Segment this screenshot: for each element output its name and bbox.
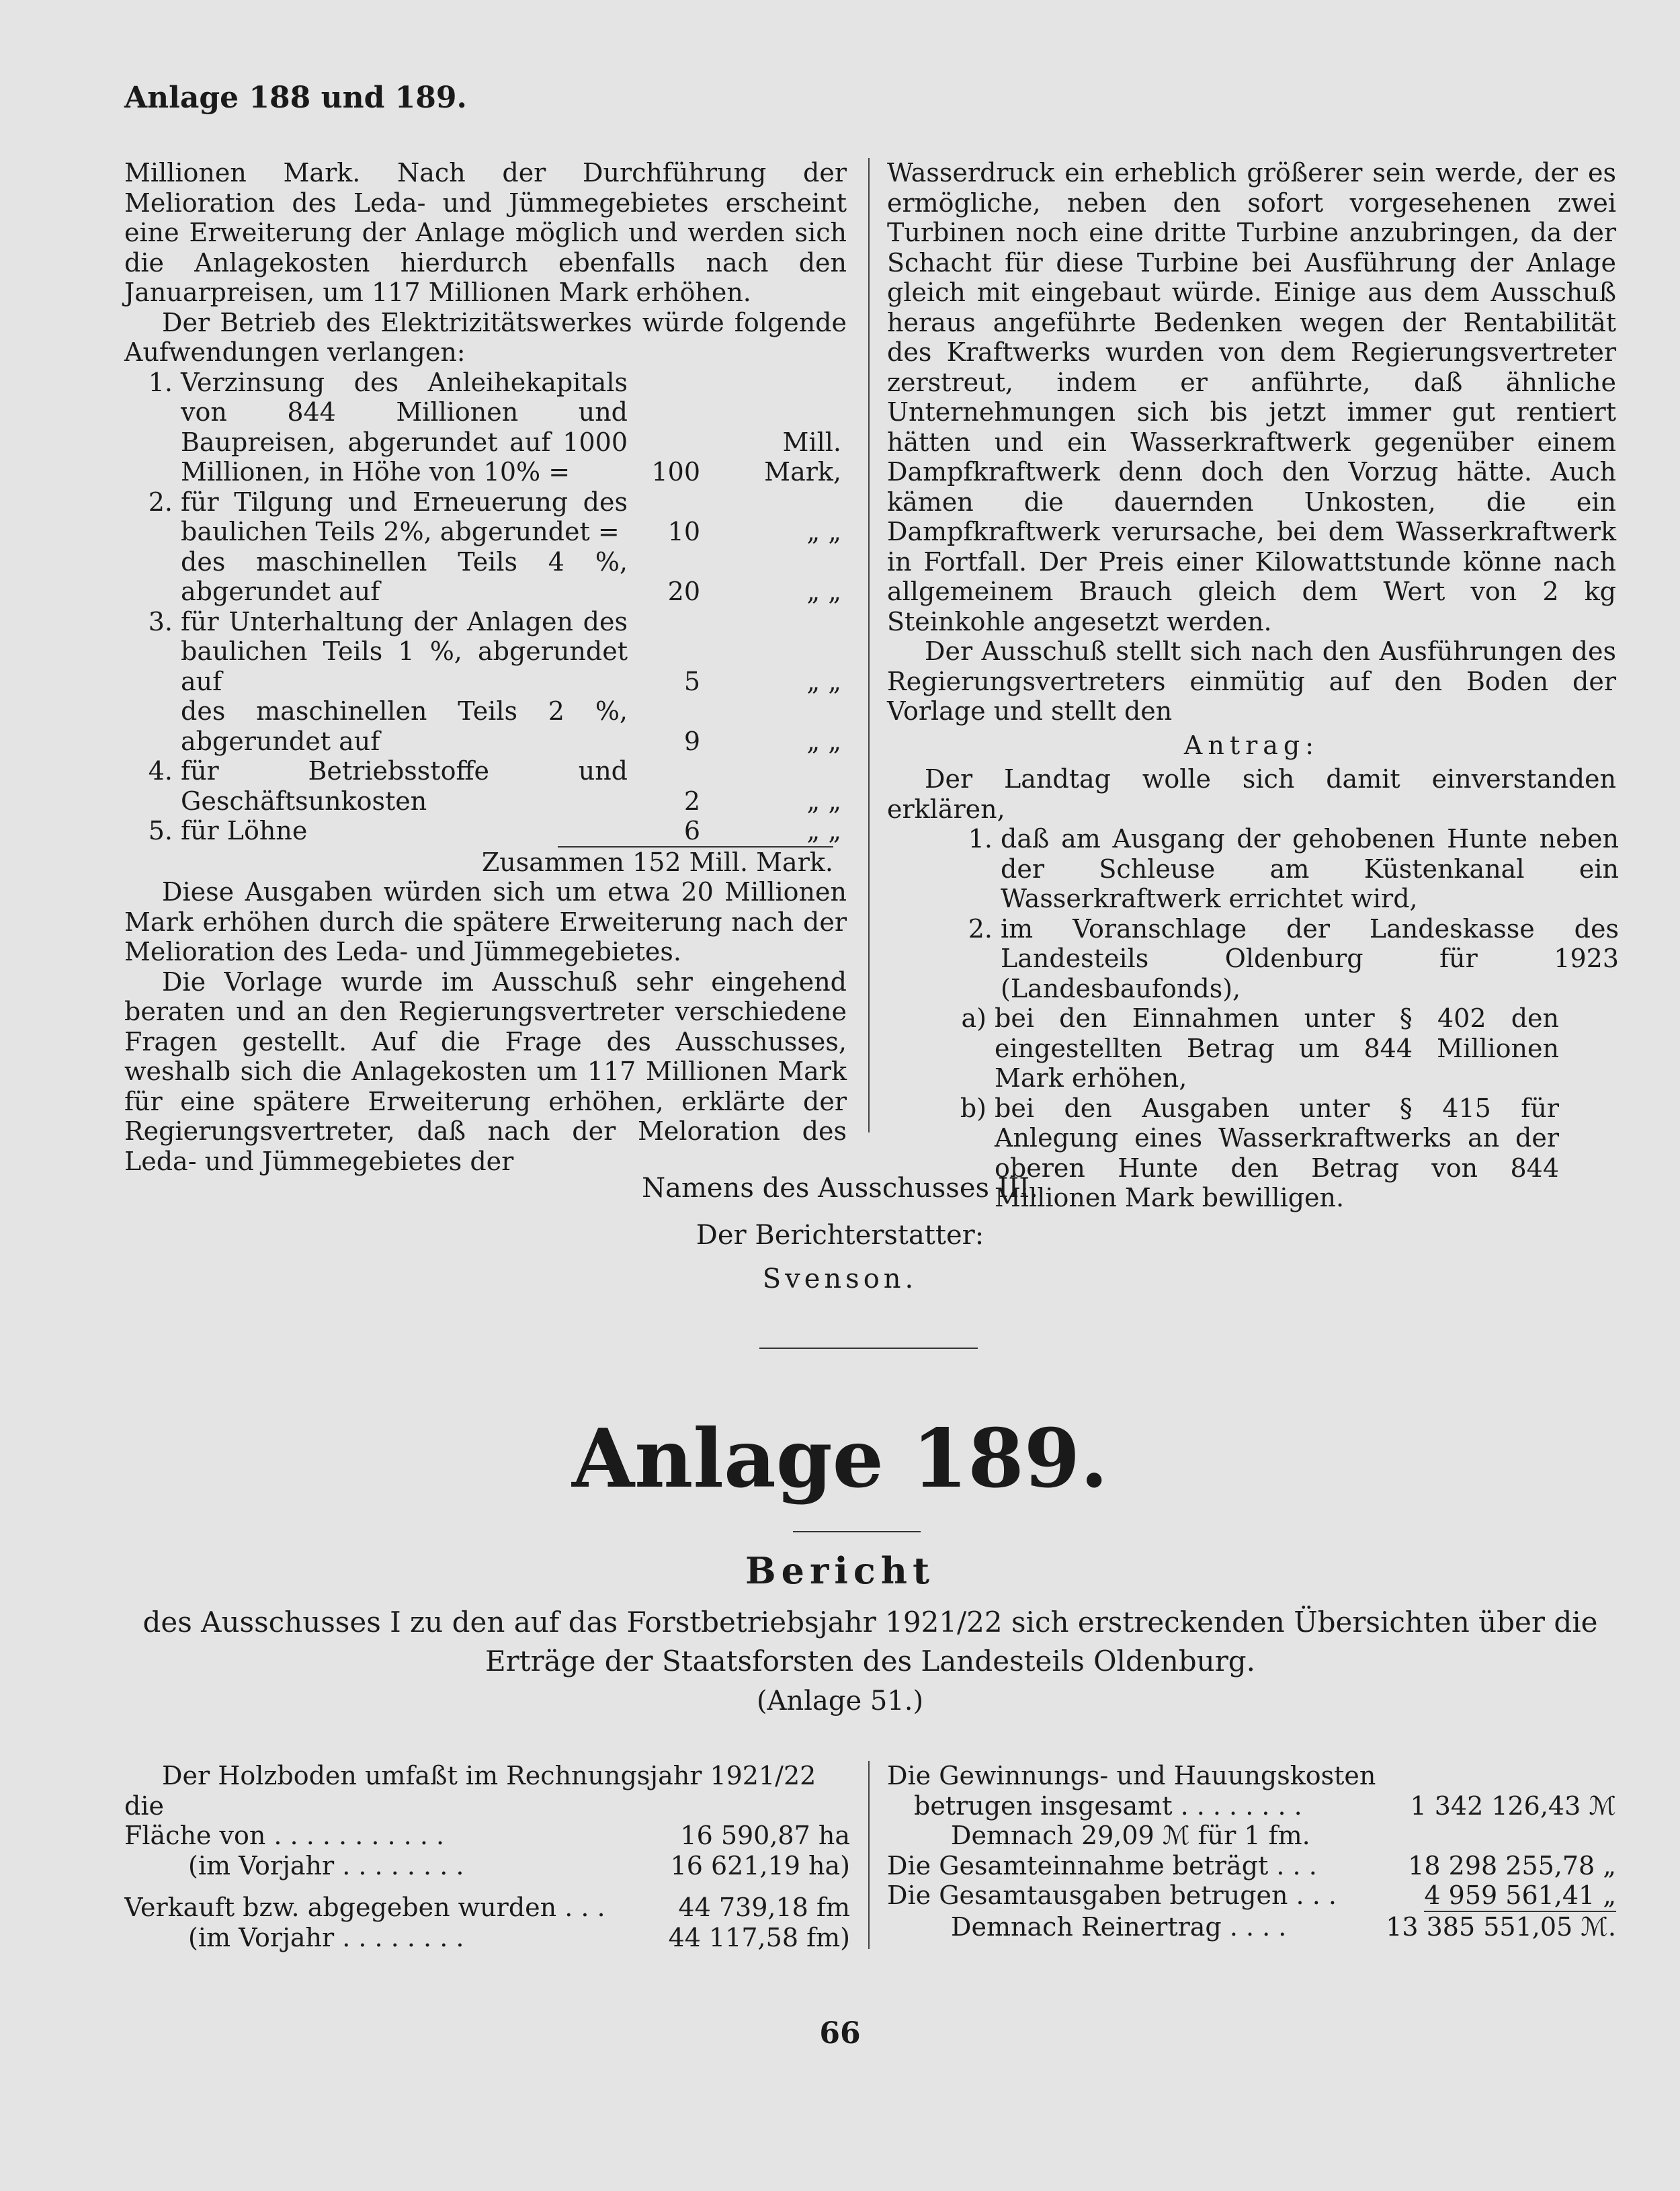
- expense-item: [124, 756, 847, 816]
- bericht-row: [887, 1851, 1616, 1881]
- row-label: Verkauft bzw. abgegeben wurden . . .: [124, 1893, 605, 1922]
- row-label: Demnach Reinertrag . . . .: [951, 1911, 1287, 1942]
- column-divider: [868, 1761, 870, 1949]
- item-number: 3.: [148, 606, 173, 636]
- bericht-title: Bericht: [745, 1549, 935, 1592]
- right-column: [887, 158, 1619, 1213]
- item-number: 5.: [148, 816, 173, 845]
- spacer: [124, 1880, 850, 1893]
- row-value: 18 298 255,78 „: [1408, 1850, 1616, 1880]
- paragraph: Der Ausschuß stellt sich nach den Ausführungen des Regierungsvertreters einmütig auf den Boden der Vorlage und stellt den: [887, 636, 1616, 726]
- item-number: 2.: [968, 913, 993, 944]
- item-text: daß am Ausgang der gehobenen Hunte neben der Schleuse am Küstenkanal ein Wasserkraftwerk errichtet wird,: [1001, 824, 1619, 913]
- bericht-row: [887, 1880, 1616, 1912]
- item-text: im Voranschlage der Landeskasse des Landesteils Oldenburg für 1923 (Landesbaufonds),: [1001, 913, 1619, 1003]
- page-header: Anlage 188 und 189.: [124, 81, 467, 115]
- row-label: (im Vorjahr . . . . . . . .: [188, 1922, 464, 1952]
- row-value: 44 739,18 fm: [678, 1893, 850, 1922]
- title-separator: [793, 1531, 921, 1532]
- left-column: [124, 158, 847, 1176]
- bericht-row: [124, 1923, 850, 1953]
- paragraph: Millionen Mark. Nach der Durchführung der Melioration des Leda- und Jümmegebietes erscheint eine Erweiterung der Anlage möglich und werden sich die Anlagekosten hierdurch ebenfalls nach den Januarpreisen, um 117 Millionen Mark erhöhen.: [124, 158, 847, 307]
- row-label: betrugen insgesamt . . . . . . . .: [914, 1790, 1302, 1821]
- antrag-subitem: [887, 1003, 1616, 1093]
- signature-committee: Namens des Ausschusses III.: [642, 1173, 1038, 1204]
- anlage-title: Anlage 189.: [572, 1411, 1108, 1506]
- costs-heading: Die Gewinnungs- und Hauungskosten: [887, 1761, 1376, 1790]
- antrag-intro: Der Landtag wolle sich damit einverstanden erklären,: [887, 764, 1616, 824]
- row-label: (im Vorjahr . . . . . . . .: [188, 1850, 464, 1880]
- item-number: b): [960, 1093, 986, 1123]
- expense-item: [124, 696, 847, 756]
- item-unit: „ „: [806, 666, 841, 696]
- item-amount: 6: [683, 816, 700, 845]
- bericht-intro: Der Holzboden umfaßt im Rechnungsjahr 1921/22 die: [124, 1761, 816, 1821]
- expense-item: [124, 487, 847, 547]
- item-number: a): [961, 1003, 986, 1033]
- expense-item: [124, 816, 847, 846]
- item-text: für Unterhaltung der Anlagen des baulichen Teils 1 %, abgerundet auf: [181, 606, 628, 696]
- row-label: Demnach 29,09 ℳ für 1 fm.: [951, 1821, 1310, 1850]
- bericht-row: [124, 1821, 850, 1851]
- expense-item: [124, 368, 847, 487]
- paragraph: Die Vorlage wurde im Ausschuß sehr eingehend beraten und an den Regierungsvertreter verschiedene Fragen gestellt. Auf die Frage des Ausschusses, weshalb sich die Anlagekosten um 117 Millionen Mark für eine spätere Erweiterung erhöhen, erklärte der Regierungsvertreter, daß nach der Meloration des Leda- und Jümmegebietes der: [124, 966, 847, 1176]
- column-divider: [868, 158, 870, 1132]
- item-number: 1.: [148, 367, 173, 397]
- signature-role: Der Berichterstatter:: [696, 1220, 984, 1251]
- paragraph: Diese Ausgaben würden sich um etwa 20 Millionen Mark erhöhen durch die spätere Erweiterung nach der Melioration des Leda- und Jümmegebietes.: [124, 877, 847, 966]
- signature-name: Svenson.: [762, 1264, 918, 1294]
- item-text: für Löhne: [181, 816, 308, 845]
- paragraph: Der Betrieb des Elektrizitätswerkes würde folgende Aufwendungen verlangen:: [124, 307, 847, 367]
- item-unit: Mill. Mark,: [764, 427, 841, 487]
- antrag-heading: Antrag:: [1183, 730, 1320, 760]
- expense-item: [124, 547, 847, 607]
- row-value: 16 621,19 ha): [670, 1850, 850, 1880]
- item-unit: „ „: [806, 726, 841, 756]
- item-text: des maschinellen Teils 2 %, abgerundet auf: [181, 696, 628, 756]
- item-text: für Betriebsstoffe und Geschäftsunkosten: [181, 756, 628, 816]
- item-amount: 10: [667, 517, 700, 546]
- bericht-reference: (Anlage 51.): [756, 1686, 924, 1717]
- item-amount: 9: [683, 726, 700, 756]
- bericht-left-column: [124, 1761, 850, 1952]
- item-amount: 20: [667, 577, 700, 606]
- item-number: 4.: [148, 756, 173, 786]
- antrag-list: [887, 824, 1619, 1003]
- bericht-row: [887, 1821, 1616, 1851]
- bericht-row: [887, 1791, 1616, 1821]
- paragraph: Wasserdruck ein erheblich größerer sein werde, der es ermögliche, neben den sofort vorgesehenen zwei Turbinen noch eine dritte Turbine anzubringen, da der Schacht für diese Turbine bei Ausführung der Anlage gleich mit eingebaut würde. Einige aus dem Ausschuß heraus angeführte Bedenken wegen der Rentabilität des Kraftwerks wurden von dem Regierungsvertreter zerstreut, indem er anführte, daß ähnliche Unternehmungen sich bis jetzt immer gut rentiert hätten und ein Wasserkraftwerk gegenüber einem Dampfkraftwerk denn doch den Vorzug hätte. Auch kämen die dauernden Unkosten, die ein Dampfkraftwerk verursache, bei dem Wasserkraftwerk in Fortfall. Der Preis einer Kilowattstunde könne nach allgemeinem Brauch gleich dem Wert von 2 kg Steinkohle angesetzt werden.: [887, 158, 1616, 636]
- expense-total: Zusammen 152 Mill. Mark.: [481, 847, 833, 877]
- row-label: Fläche von . . . . . . . . . . .: [124, 1821, 445, 1850]
- row-label: Die Gesamteinnahme beträgt . . .: [887, 1850, 1317, 1880]
- item-text: bei den Ausgaben unter § 415 für Anlegung eines Wasserkraftwerks an der oberen Hunte den Betrag von 844 Millionen Mark bewilligen.: [995, 1093, 1559, 1212]
- bericht-row: [124, 1893, 850, 1923]
- row-value: 44 117,58 fm): [668, 1922, 850, 1952]
- section-separator: [759, 1348, 978, 1349]
- bericht-row: [124, 1851, 850, 1881]
- bericht-row: [887, 1912, 1616, 1942]
- item-amount: 5: [683, 666, 700, 696]
- item-text: des maschinellen Teils 4 %, abgerundet auf: [181, 546, 628, 606]
- item-text: Verzinsung des Anleihekapitals von 844 Millionen und Baupreisen, abgerundet auf 1000 Millionen, in Höhe von 10% =: [181, 367, 628, 487]
- expense-item: [124, 607, 847, 697]
- antrag-item: [951, 913, 1619, 1004]
- item-unit: „ „: [806, 786, 841, 816]
- item-number: 1.: [968, 824, 993, 854]
- item-unit: „ „: [806, 816, 841, 845]
- bericht-subtitle: des Ausschusses I zu den auf das Forstbetriebsjahr 1921/22 sich erstreckenden Übersichten über die Erträge der Staatsforsten des Landesteils Oldenburg.: [142, 1606, 1598, 1678]
- item-amount: 2: [683, 786, 700, 816]
- row-label: Die Gesamtausgaben betrugen . . .: [887, 1880, 1337, 1910]
- bericht-right-column: [887, 1761, 1616, 1942]
- item-text: für Tilgung und Erneuerung des baulichen Teils 2%, abgerundet =: [181, 487, 628, 546]
- row-value: 16 590,87 ha: [680, 1821, 850, 1850]
- antrag-item: [951, 824, 1619, 914]
- row-value: 13 385 551,05 ℳ.: [1386, 1911, 1616, 1942]
- page-number: 66: [819, 2016, 861, 2051]
- item-number: 2.: [148, 487, 173, 517]
- row-value: 1 342 126,43 ℳ: [1410, 1790, 1616, 1821]
- item-unit: „ „: [806, 517, 841, 546]
- item-amount: 100: [651, 457, 700, 487]
- item-text: bei den Einnahmen unter § 402 den eingestellten Betrag um 844 Millionen Mark erhöhen,: [995, 1003, 1559, 1093]
- row-value: 4 959 561,41 „: [1424, 1880, 1616, 1912]
- item-unit: „ „: [806, 577, 841, 606]
